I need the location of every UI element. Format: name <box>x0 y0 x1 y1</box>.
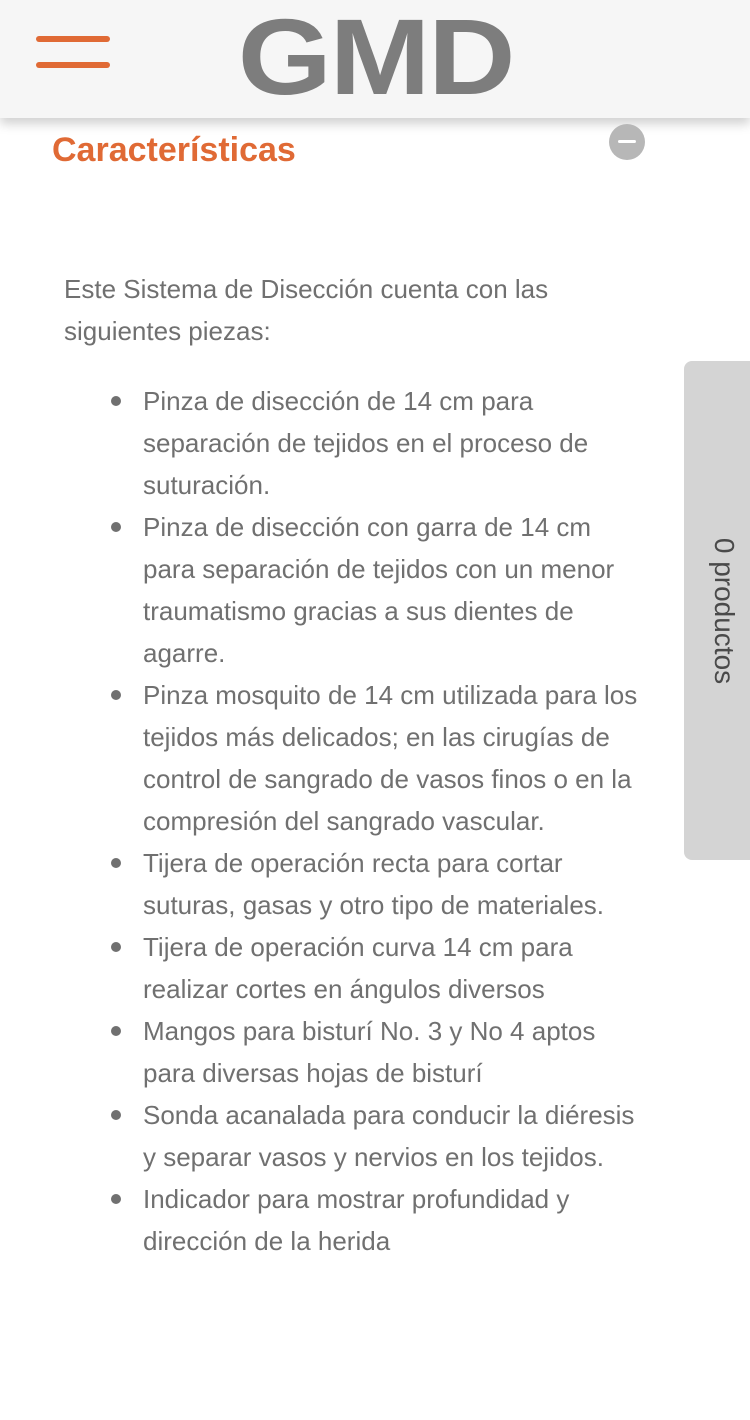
list-item-text: Pinza de disección con garra de 14 cm para separación de tejidos con un menor traumatismo gracias a sus dientes de agarre. <box>143 512 615 668</box>
bullet-icon <box>111 396 121 406</box>
list-item <box>143 842 643 926</box>
list-item <box>143 1094 643 1178</box>
section-intro: Este Sistema de Disección cuenta con las siguientes piezas: <box>64 274 549 346</box>
list-item-text: Sonda acanalada para conducir la diéresis y separar vasos y nervios en los tejidos. <box>143 1100 635 1172</box>
bullet-icon <box>111 1110 121 1120</box>
list-item <box>143 380 643 506</box>
list-item-text: Pinza de disección de 14 cm para separación de tejidos en el proceso de suturación. <box>143 386 589 500</box>
hamburger-menu-icon[interactable] <box>36 36 110 70</box>
list-item-text: Tijera de operación recta para cortar suturas, gasas y otro tipo de materiales. <box>143 848 605 920</box>
list-item-text: Mangos para bisturí No. 3 y No 4 aptos para diversas hojas de bisturí <box>143 1016 596 1088</box>
section-title[interactable]: Características <box>52 131 296 169</box>
features-list <box>143 380 643 1262</box>
menu-line-top <box>36 36 110 42</box>
bullet-icon <box>111 690 121 700</box>
cart-side-tab[interactable] <box>684 361 750 860</box>
bullet-icon <box>111 1194 121 1204</box>
list-item <box>143 926 643 1010</box>
list-item <box>143 1010 643 1094</box>
bullet-icon <box>111 942 121 952</box>
bullet-icon <box>111 858 121 868</box>
gmd-logo[interactable]: GMD <box>237 0 514 117</box>
list-item <box>143 506 643 674</box>
list-item <box>143 1178 643 1262</box>
list-item-text: Tijera de operación curva 14 cm para realizar cortes en ángulos diversos <box>143 932 573 1004</box>
site-header <box>0 0 750 118</box>
list-item-text: Pinza mosquito de 14 cm utilizada para los tejidos más delicados; en las cirugías de control de sangrado de vasos finos o en la compresión del sangrado vascular. <box>143 680 638 836</box>
list-item-text: Indicador para mostrar profundidad y dirección de la herida <box>143 1184 570 1256</box>
cart-count-label: 0 productos <box>709 537 740 684</box>
minus-circle-icon[interactable] <box>609 124 645 160</box>
bullet-icon <box>111 522 121 532</box>
menu-line-bottom <box>36 62 110 68</box>
list-item <box>143 674 643 842</box>
bullet-icon <box>111 1026 121 1036</box>
